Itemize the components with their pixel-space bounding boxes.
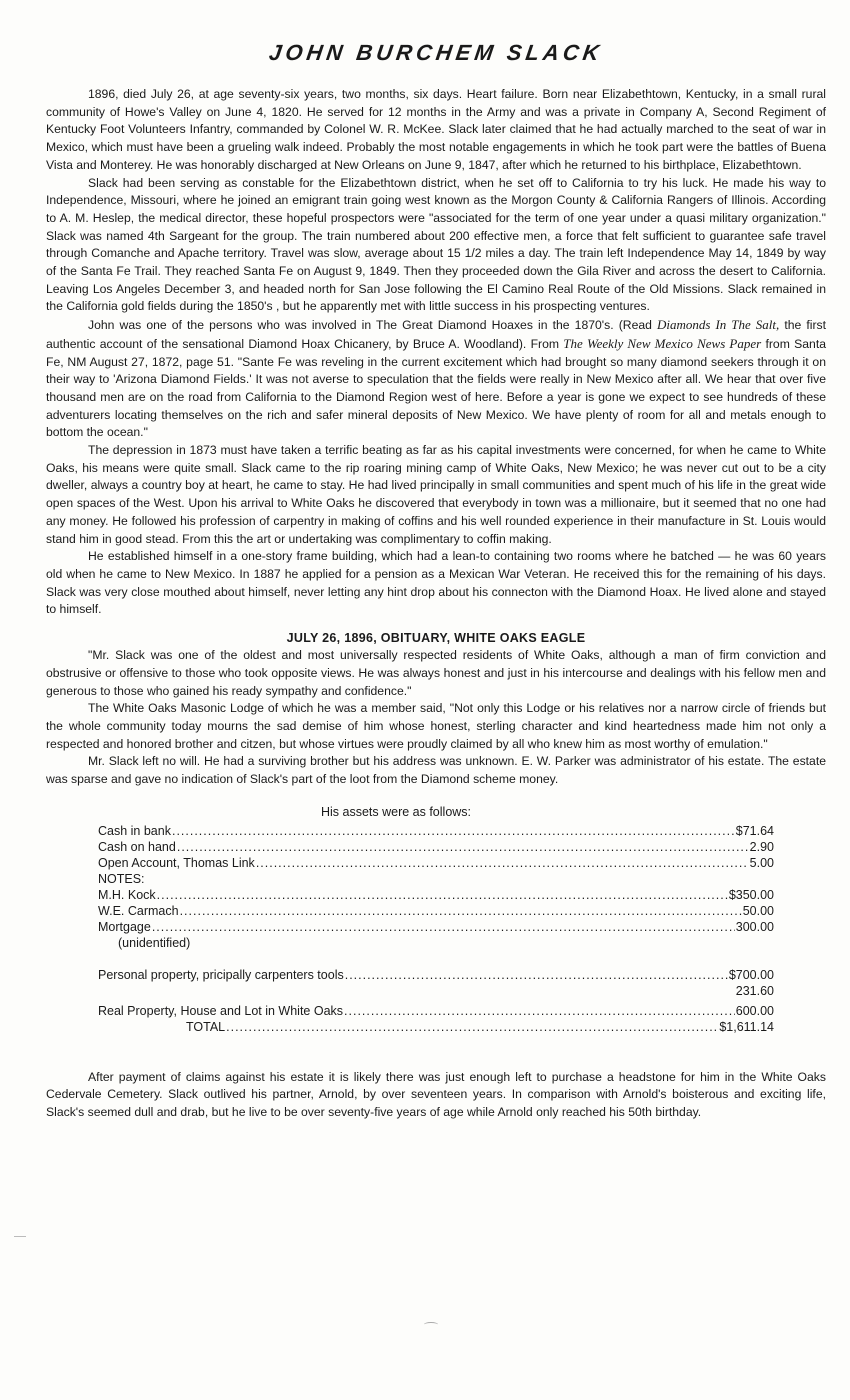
asset-row: W.E. Carmach ..... 50.00 bbox=[98, 903, 774, 919]
paragraph-birth-service: 1896, died July 26, at age seventy-six years, two months, six days. Heart failure. Born near Elizabethtown, Kentucky, in a small rural community of Howe's Valley on June 4, 1820. He served for 12 months in the Army and was a private in Company A, Second Regiment of Kentucky Foot Volunteers Infantry, commanded by Colonel W. R. McKee. Slack later claimed that he had actually marched to the seat of war in Mexico, which must have been a grueling walk indeed. Probably the most notable engagements in which he took part were the battles of Buena Vista and Monterey. He was honorably discharged at New Orleans on June 9, 1847, after which he returned to his birthplace, Elizabethtown. bbox=[46, 87, 826, 172]
asset-row: Real Property, House and Lot in White Oaks ..... 600.00 bbox=[98, 1003, 774, 1019]
margin-mark bbox=[14, 1236, 26, 1237]
asset-row: Personal property, pricipally carpenters tools ..... $700.00 bbox=[98, 967, 774, 983]
notes-label: NOTES: bbox=[98, 871, 145, 886]
masonic-lodge-quote: The White Oaks Masonic Lodge of which he was a member said, "Not only this Lodge or his relatives nor a narrow circle of friends but the whole community today mourns the sad demise of him whose honest, sterling character and kind heartedness made him not only a respected and honored brother and citzen, but whose virtues were proudly claimed by all who knew him as most worthy of emulation." bbox=[46, 701, 826, 751]
asset-row: Cash in bank ..... $71.64 bbox=[98, 823, 774, 839]
closing-paragraph: After payment of claims against his estate it is likely there was just enough left to purchase a headstone for him in the White Oaks Cedervale Cemetery. Slack outlived his partner, Arnold, by over seventeen years. In comparison with Arnold's boisterous and exciting life, Slack's seemed dull and drab, but he live to be over seventy-five years of age while Arnold only reached his 50th birthday. bbox=[46, 1069, 826, 1120]
page-title: JOHN BURCHEM SLACK bbox=[267, 40, 605, 65]
unidentified-note: (unidentified) bbox=[118, 935, 191, 950]
assets-heading: His assets were as follows: bbox=[320, 804, 472, 819]
paragraph-california: Slack had been serving as constable for the Elizabethtown district, when he set off to California to try his luck. He made his way to Independence, Missouri, where he joined an emigrant train going west known as the Morgon County & California Rangers of Illinois. According to A. M. Heslep, the medical director, these hopeful prospectors were "associated for the term of one year under a quasi military organization." Slack was named 4th Sargeant for the group. The train numbered about 200 effective men, a force that felt sufficient to guarantee safe travel through Comanche and Apache territory. Travel was slow, average about 15 1/2 miles a day. The train left Independence May 14, 1849 by way of the Santa Fe Trail. They reached Santa Fe on August 9, 1849. Then they proceeded down the Gila River and across the desert to California. Leaving Los Angeles December 3, and headed north for San Jose following the El Camino Real Route of the Old Missions. Slack remained in the California gold fields during the 1850's , but he apparently met with little success in his prospecting ventures. bbox=[46, 175, 826, 314]
paragraph-white-oaks: The depression in 1873 must have taken a terrific beating as far as his capital investments were concerned, for when he came to White Oaks, his means were quite small. Slack came to the rip roaring mining camp of White Oaks, New Mexico; he was never cut out to be a city dweller, always a country boy at heart, he came to stay. He had lived principally in small communities and spent much of his life in the great wide open spaces of the West. Upon his arrival to White Oaks he discovered that everybody in town was a millionaire, but it seemed that no one had any money. He followed his profession of carpentry in making of coffins and his well rounded experience in their manufacture in St. Louis would stand him in good stead. From this the art or undertaking was complimentary to coffin making. bbox=[46, 443, 826, 546]
biography-body bbox=[46, 86, 826, 789]
asset-row: Cash on hand ..... 2.90 bbox=[98, 839, 774, 855]
assets-list bbox=[98, 823, 774, 1035]
book-title: Diamonds In The Salt, bbox=[657, 317, 780, 333]
diamond-text-2: the first authentic account of the sensational Diamond Hoax Chicanery, by Bruce A. Woodland). From bbox=[46, 318, 827, 351]
paragraph-diamond-hoax bbox=[46, 316, 826, 442]
obituary-heading: JULY 26, 1896, OBITUARY, WHITE OAKS EAGLE bbox=[286, 631, 586, 646]
closing-section bbox=[46, 1069, 826, 1122]
asset-row: Mortgage ..... 300.00 bbox=[98, 919, 774, 935]
diamond-text-3: from Santa Fe, NM August 27, 1872, page 51. "Sante Fe was reveling in the current excitement which had brought so many diamond seekers through it on their way to 'Arizona Diamond Fields.' It was not averse to speculation that the fields were really in New Mexico after all. We hear that over five thousand men are on the road from California to the Diamond Region west of here. Before a year is gone we expect to see hundreds of these adventurers locating themselves on the rich and safer mineral deposits of New Mexico. We have plenty of room for all and metals enough to bottom the ocean." bbox=[46, 336, 826, 440]
total-row: TOTAL ..... $1,611.14 bbox=[98, 1019, 774, 1035]
obituary-quote: "Mr. Slack was one of the oldest and most universally respected residents of White Oaks, although a man of firm conviction and obstrusive or offensive to those who took opposite views. He was always honest and just in his intercourse and dealings with his fellow men and generous to those who gained his ready sympathy and confidence." bbox=[46, 648, 826, 698]
scan-mark bbox=[424, 1322, 438, 1327]
asset-row: Open Account, Thomas Link ..... 5.00 bbox=[98, 855, 774, 871]
estate-paragraph: Mr. Slack left no will. He had a surviving brother but his address was unknown. E. W. Parker was administrator of his estate. The estate was sparse and gave no indication of Slack's part of the loot from the Diamond scheme money. bbox=[46, 754, 826, 787]
document-page bbox=[46, 40, 826, 1122]
diamond-text-1: John was one of the persons who was involved in The Great Diamond Hoaxes in the 1870's. (Read bbox=[88, 318, 658, 333]
subtotal-amount: 231.60 bbox=[735, 983, 774, 998]
paragraph-frame-building: He established himself in a one-story frame building, which had a lean-to containing two rooms where he batched — he was 60 years old when he came to New Mexico. In 1887 he applied for a pension as a Mexican War Veteran. He received this for the remaining of his days. Slack was very close mouthed about himself, never letting any hint drop about his connecton with the Diamond Hoax. He lived alone and stayed to himself. bbox=[46, 549, 826, 617]
newspaper-title: The Weekly New Mexico News Paper bbox=[563, 335, 762, 351]
asset-row: M.H. Kock ..... $350.00 bbox=[98, 887, 774, 903]
